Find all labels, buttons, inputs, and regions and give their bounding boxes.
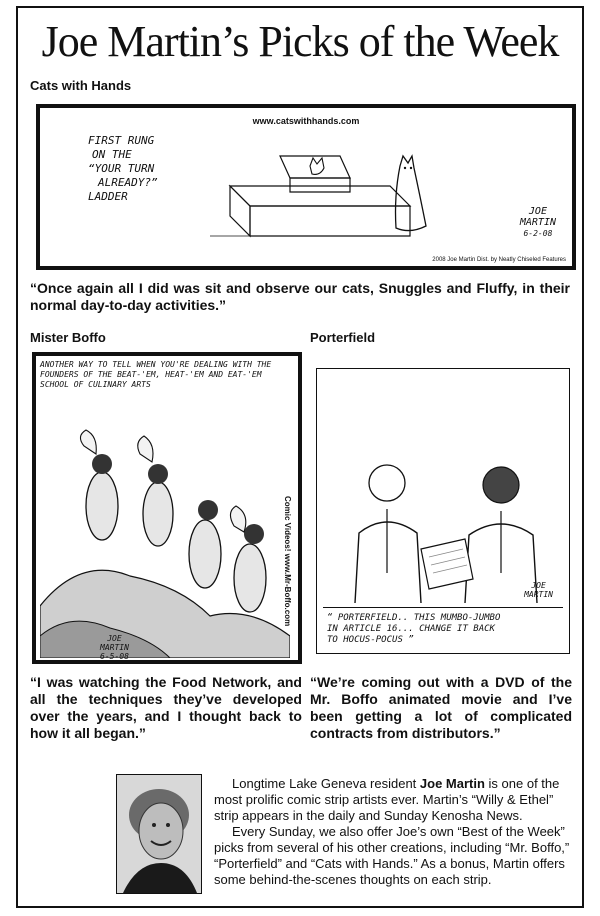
- comic-caption: FIRST RUNG ON THE “YOUR TURN ALREADY?” LADDER: [88, 134, 158, 203]
- comic-caption: “ PORTERFIELD.. THIS MUMBO-JUMBO IN ARTICLE 16... CHANGE IT BACK TO HOCUS-POCUS ”: [327, 613, 501, 645]
- author-bio: [214, 776, 574, 888]
- artist-signature: JOE MARTIN 6-5-08: [100, 634, 129, 661]
- author-photo: [116, 774, 202, 894]
- author-name: Joe Martin: [419, 776, 485, 791]
- page-frame: [16, 6, 584, 908]
- bio-paragraph-2: Every Sunday, we also offer Joe’s own “Best of the Week” picks from several of his other creations, including “Mr. Boffo,” “Porterfield” and “Cats with Hands.” As a bonus, Martin offers some behind-the-scenes thoughts on each strip.: [214, 824, 570, 887]
- quote-cats-with-hands: “Once again all I did was sit and observe our cats, Snuggles and Fluffy, in their normal day-to-day activities.”: [30, 280, 570, 313]
- comic-panel-porterfield: [316, 368, 570, 654]
- bio-paragraph-1: Longtime Lake Geneva resident Joe Martin is one of the most prolific comic strip artists ever. Martin’s “Willy & Ethel” strip appears in the daily and Sunday Kenosha News.: [214, 776, 560, 823]
- artist-signature: JOE MARTIN: [524, 581, 553, 599]
- comic-panel-mister-boffo: [32, 352, 302, 664]
- copyright-line: 2008 Joe Martin Dist. by Neatly Chiseled Features: [432, 257, 566, 263]
- strip-url: www.catswithhands.com: [252, 116, 360, 126]
- artist-signature: JOE MARTIN 6-2-08: [519, 206, 556, 238]
- strip-label-porterfield: Porterfield: [310, 330, 376, 345]
- strip-label-mister-boffo: Mister Boffo: [30, 330, 106, 345]
- comic-panel-cats-with-hands: [36, 104, 576, 270]
- cats-illustration: [190, 136, 450, 246]
- page-title: Joe Martin’s Picks of the Week: [41, 17, 559, 66]
- quote-mister-boffo: “I was watching the Food Network, and all the techniques they’ve developed over the years, and I thought back to how it all began.”: [30, 674, 302, 741]
- cavemen-illustration: [40, 406, 290, 658]
- quote-porterfield: “We’re coming out with a DVD of the Mr. Boffo animated movie and I’ve been getting a lot of complicated contracts from distributors.”: [310, 674, 572, 741]
- strip-label-cats-with-hands: Cats with Hands: [30, 78, 132, 93]
- caption-divider: [323, 607, 563, 608]
- author-portrait-image: [117, 775, 201, 893]
- website-side-text: Comic Videos! www.Mr-Boffo.com: [283, 496, 292, 627]
- comic-caption: ANOTHER WAY TO TELL WHEN YOU'RE DEALING WITH THE FOUNDERS OF THE BEAT-'EM, HEAT-'EM AND EAT-'EM SCHOOL OF CULINARY ARTS: [40, 360, 272, 389]
